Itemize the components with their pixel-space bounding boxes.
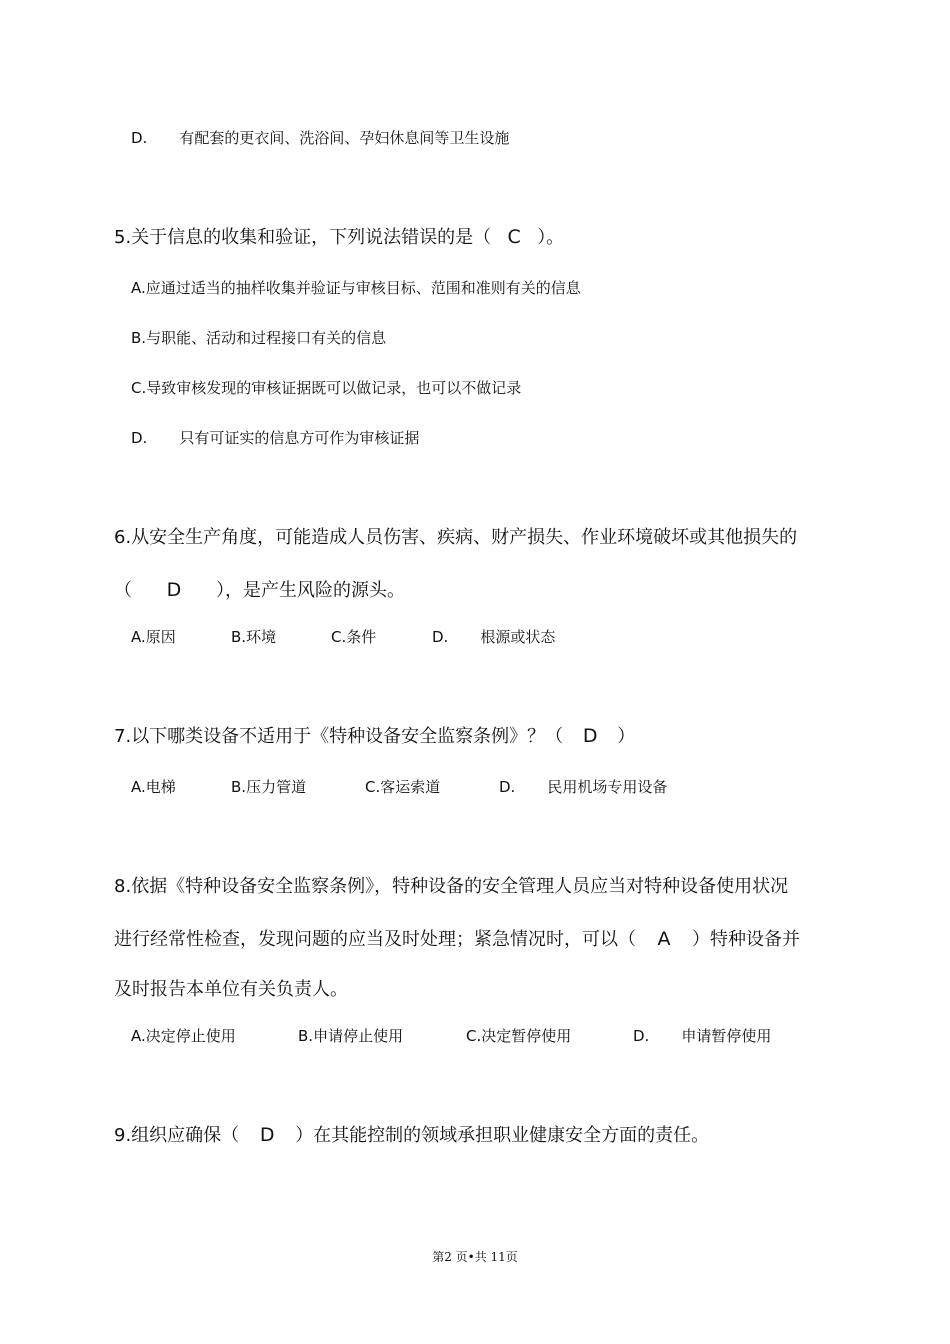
question-stem: 进行经常性检查，发现问题的应当及时处理；紧急情况时，可以（ — [114, 929, 636, 950]
question-9 — [114, 1121, 709, 1147]
q5-option-c — [131, 377, 521, 398]
question-stem: 依据《特种设备安全监察条例》，特种设备的安全管理人员应当对特种设备使用状况 — [131, 876, 789, 897]
option-letter: B. — [231, 778, 247, 796]
option-text: 与职能、活动和过程接口有关的信息 — [146, 329, 387, 347]
option-letter: C. — [365, 778, 381, 796]
q6-option-b — [231, 626, 276, 647]
option-letter: D. — [131, 429, 148, 447]
option-letter: D. — [131, 129, 148, 147]
question-stem: 及时报告本单位有关负责人。 — [114, 979, 348, 1000]
option-text: 只有可证实的信息方可作为审核证据 — [179, 429, 420, 447]
question-6-line-2 — [114, 576, 405, 602]
question-8-line-2 — [114, 925, 800, 951]
option-letter: C. — [131, 379, 147, 397]
option-text: 条件 — [346, 628, 377, 646]
q6-option-d — [432, 626, 555, 647]
q6-option-c — [331, 626, 376, 647]
option-text: 申请停止使用 — [313, 1027, 404, 1045]
answer-letter: D — [259, 1124, 275, 1146]
question-tail: ） — [617, 726, 636, 747]
option-letter: A. — [131, 778, 146, 796]
q5-option-a — [131, 277, 581, 298]
option-text: 应通过适当的抽样收集并验证与审核目标、范围和准则有关的信息 — [145, 279, 581, 297]
question-6-line-1 — [114, 523, 797, 549]
answer-letter: D — [166, 579, 182, 601]
question-tail: ）在其能控制的领域承担职业健康安全方面的责任。 — [295, 1125, 710, 1146]
question-stem: 从安全生产角度，可能造成人员伤害、疾病、财产损失、作业环境破坏或其他损失的 — [131, 527, 798, 548]
page-footer: 第2 页•共 11页 — [432, 1250, 518, 1264]
option-text: 环境 — [246, 628, 277, 646]
answer-letter: D — [582, 725, 598, 747]
option-letter: B. — [231, 628, 247, 646]
option-text: 电梯 — [145, 778, 176, 796]
option-text: 决定停止使用 — [145, 1027, 236, 1045]
option-letter: A. — [131, 628, 146, 646]
option-text: 根源或状态 — [480, 628, 556, 646]
question-stem: ）特种设备并 — [692, 929, 800, 950]
q4-option-d — [131, 127, 509, 148]
question-7 — [114, 722, 635, 748]
option-text: 客运索道 — [380, 778, 441, 796]
answer-letter: A — [657, 928, 671, 950]
answer-letter: C — [507, 226, 521, 248]
q6-option-a — [131, 626, 176, 647]
question-tail: ），是产生风险的源头。 — [216, 580, 405, 601]
q7-option-a — [131, 776, 176, 797]
q7-option-d — [499, 776, 667, 797]
q5-option-d — [131, 427, 419, 448]
q8-option-b — [298, 1025, 403, 1046]
question-stem: 关于信息的收集和验证，下列说法错误的是（ — [131, 227, 492, 248]
q7-option-b — [231, 776, 306, 797]
question-number: 5. — [114, 227, 132, 248]
option-letter: D. — [633, 1027, 650, 1045]
q8-option-d — [633, 1025, 771, 1046]
q8-option-c — [466, 1025, 571, 1046]
option-text: 原因 — [145, 628, 176, 646]
question-number: 9. — [114, 1125, 132, 1146]
option-letter: D. — [499, 778, 516, 796]
question-tail: ）。 — [537, 227, 565, 248]
option-letter: C. — [331, 628, 347, 646]
option-letter: C. — [466, 1027, 482, 1045]
option-text: 决定暂停使用 — [481, 1027, 572, 1045]
option-text: 申请暂停使用 — [681, 1027, 772, 1045]
q7-option-c — [365, 776, 440, 797]
option-text: 压力管道 — [246, 778, 307, 796]
question-number: 7. — [114, 726, 132, 747]
option-text: 民用机场专用设备 — [547, 778, 668, 796]
question-stem: 组织应确保（ — [131, 1125, 240, 1146]
option-letter: A. — [131, 279, 146, 297]
option-letter: B. — [131, 329, 147, 347]
option-text: 有配套的更衣间、洗浴间、孕妇休息间等卫生设施 — [179, 129, 510, 147]
option-letter: D. — [432, 628, 449, 646]
question-8-line-1 — [114, 872, 788, 898]
question-open-paren: （ — [114, 580, 132, 601]
question-number: 8. — [114, 876, 132, 897]
question-8-line-3 — [114, 975, 348, 1001]
option-letter: B. — [298, 1027, 314, 1045]
q8-option-a — [131, 1025, 236, 1046]
question-number: 6. — [114, 527, 132, 548]
question-5 — [114, 223, 564, 249]
option-text: 导致审核发现的审核证据既可以做记录，也可以不做记录 — [146, 379, 522, 397]
q5-option-b — [131, 327, 386, 348]
option-letter: A. — [131, 1027, 146, 1045]
question-stem: 以下哪类设备不适用于《特种设备安全监察条例》？（ — [131, 726, 564, 747]
